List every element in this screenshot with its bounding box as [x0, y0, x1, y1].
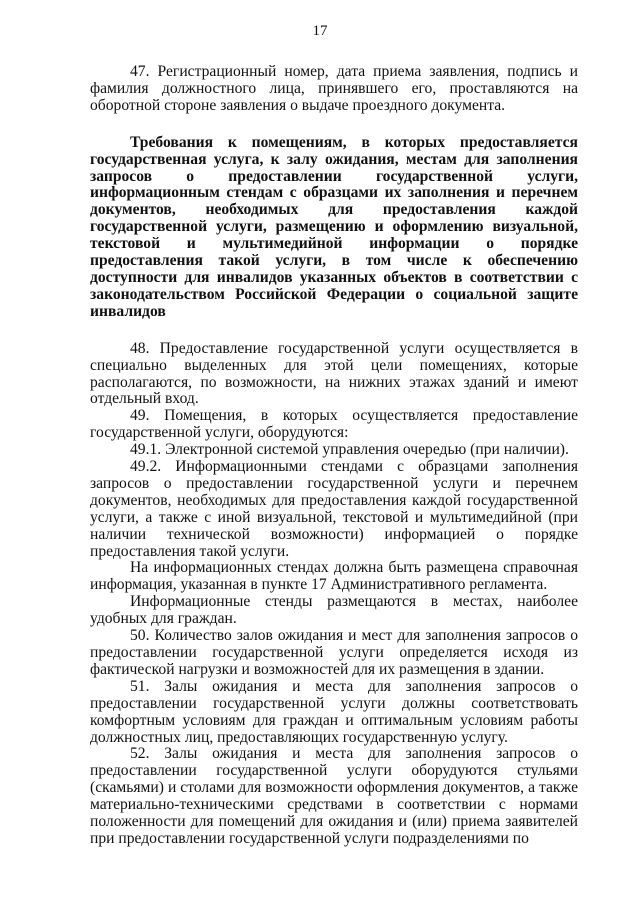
- page-number: 17: [312, 23, 328, 39]
- paragraph-48: 48. Предоставление государственной услуги осуществляется в специально выделенных для этой цели помещениях, которые располагаются, по возможности, на нижних этажах зданий и имеют отдельный вход.: [90, 339, 578, 408]
- paragraph-stands-placement: Информационные стенды размещаются в местах, наиболее удобных для граждан.: [90, 593, 578, 628]
- paragraph-51: 51. Залы ожидания и места для заполнения запросов о предоставлении государственной услуги должны соответствовать комфортным условиям для граждан и оптимальным условиям работы должностных лиц, предоставляющих государственную услугу.: [90, 677, 578, 746]
- paragraph-49-2: 49.2. Информационными стендами с образцами заполнения запросов о предоставлении государственной услуги и перечнем документов, необходимых для предоставления каждой государственной услуги, а также с иной визуальной, текстовой и мультимедийной (при наличии технической возможности) информацией о порядке предоставления такой услуги.: [90, 458, 578, 560]
- paragraph-47: 47. Регистрационный номер, дата приема заявления, подпись и фамилия должностного лица, принявшего его, проставляются на оборотной стороне заявления о выдаче проездного документа.: [90, 63, 578, 114]
- paragraph-49-1: 49.1. Электронной системой управления очередью (при наличии).: [130, 441, 569, 459]
- section-heading: Требования к помещениям, в которых предоставляется государственная услуга, к залу ожидания, местам для заполнения запросов о предоставлении государственной услуги, информационным стендам с образцами их заполнения и перечнем документов, необходимых для предоставления каждой государственной услуги, размещению и оформлению визуальной, текстовой и мультимедийной информации о порядке предоставления такой услуги, в том числе к обеспечению доступности для инвалидов указанных объектов в соответствии с законодательством Российской Федерации о социальной защите инвалидов: [90, 133, 578, 320]
- paragraph-52: 52. Залы ожидания и места для заполнения запросов о предоставлении государственной услуги оборудуются стульями (скамьями) и столами для возможности оформления документов, а также материально-техническими средствами в соответствии с нормами положенности для помещений для ожидания и (или) приема заявителей при предоставлении государственной услуги подразделениями по: [90, 745, 578, 847]
- paragraph-50: 50. Количество залов ожидания и мест для заполнения запросов о предоставлении государственной услуги определяется исходя из фактической нагрузки и возможностей для их размещения в здании.: [90, 627, 578, 678]
- paragraph-49: 49. Помещения, в которых осуществляется предоставление государственной услуги, оборудуются:: [90, 407, 578, 442]
- document-body: [90, 64, 578, 848]
- paragraph-stands-info: На информационных стендах должна быть размещена справочная информация, указанная в пункте 17 Административного регламента.: [90, 559, 578, 594]
